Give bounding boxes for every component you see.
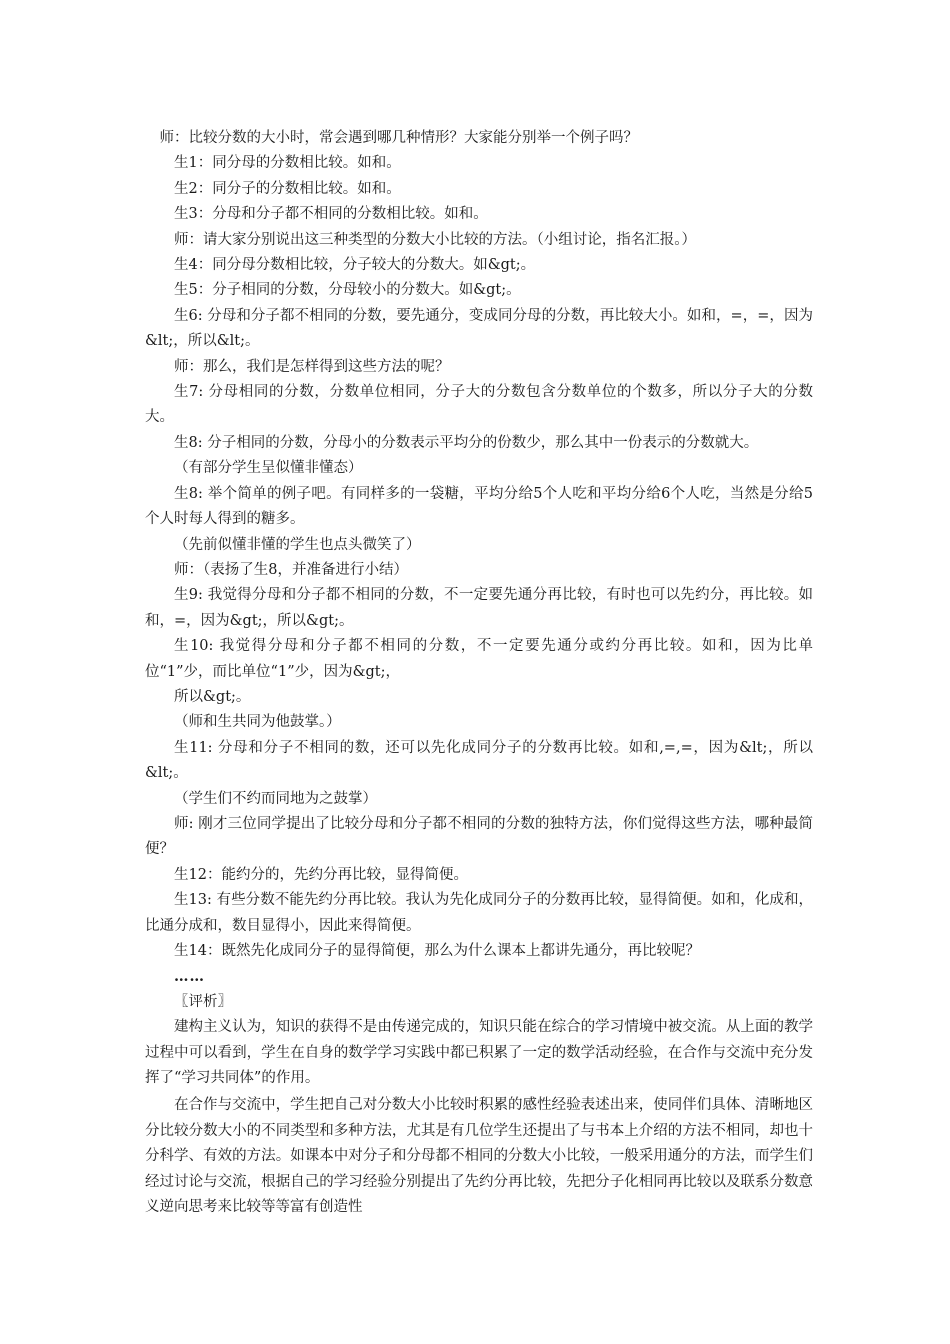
paragraph: 生7: 分母相同的分数，分数单位相同，分子大的分数包含分数单位的个数多，所以分子大的分数大。 xyxy=(145,384,813,426)
paragraph: 生1：同分母的分数相比较。如和。 xyxy=(174,155,401,172)
paragraph: 生13: 有些分数不能先约分再比较。我认为先化成同分子的分数再比较，显得简便。如和，化成和，比通分成和，数目显得小，因此来得简便。 xyxy=(145,892,813,934)
paragraph: 生10: 我觉得分母和分子都不相同的分数，不一定要先通分或约分再比较。如和，因为比单位“1”少，而比单位“1”少，因为&gt;， xyxy=(145,638,813,680)
paragraph: 师：那么，我们是怎样得到这些方法的呢？ xyxy=(174,358,450,375)
ellipsis: …… xyxy=(174,968,205,986)
paragraph: 生14：既然先化成同分子的显得简便，那么为什么课本上都讲先通分，再比较呢？ xyxy=(174,943,700,959)
paragraph: 生9: 我觉得分母和分子都不相同的分数，不一定要先通分再比较，有时也可以先约分，再比较。如和，=，因为&gt;，所以&gt;。 xyxy=(145,587,813,629)
document-body xyxy=(145,126,813,1220)
paragraph: 师：请大家分别说出这三种类型的分数大小比较的方法。（小组讨论，指名汇报。） xyxy=(174,231,696,248)
paragraph: 生2：同分子的分数相比较。如和。 xyxy=(174,180,401,197)
section-heading: 〖评析〗 xyxy=(174,993,232,1010)
paragraph: （有部分学生呈似懂非懂态） xyxy=(174,460,363,477)
paragraph: （师和生共同为他鼓掌。） xyxy=(174,714,341,731)
paragraph: 建构主义认为，知识的获得不是由传递完成的，知识只能在综合的学习情境中被交流。从上面的教学过程中可以看到，学生在自身的数学学习实践中都已积累了一定的数学活动经验，在合作与交流中充分发挥了“学习共同体”的作用。 xyxy=(145,1019,813,1087)
paragraph: 在合作与交流中，学生把自己对分数大小比较时积累的感性经验表述出来，使同伴们具体、清晰地区分比较分数大小的不同类型和多种方法，尤其是有几位学生还提出了与书本上介绍的方法不相同，却也十分科学、有效的方法。如课本中对分子和分母都不相同的分数大小比较，一般采用通分的方法，而学生们经过讨论与交流，根据自己的学习经验分别提出了先约分再比较，先把分子化相同再比较以及联系分数意义逆向思考来比较等等富有创造性 xyxy=(145,1097,813,1216)
paragraph: 生6: 分母和分子都不相同的分数，要先通分，变成同分母的分数，再比较大小。如和，=，=，因为&lt;，所以&lt;。 xyxy=(145,307,813,350)
paragraph: 师: 刚才三位同学提出了比较分母和分子都不相同的分数的独特方法，你们觉得这些方法，哪种最简便？ xyxy=(145,815,813,858)
paragraph: 生8: 举个简单的例子吧。有同样多的一袋糖，平均分给5个人吃和平均分给6个人吃，当然是分给5个人时每人得到的糖多。 xyxy=(145,485,813,528)
paragraph: （先前似懂非懂的学生也点头微笑了） xyxy=(174,536,421,553)
paragraph: 生8: 分子相同的分数，分母小的分数表示平均分的份数少，那么其中一份表示的分数就大。 xyxy=(174,434,759,451)
paragraph: 师：（表扬了生8，并准备进行小结） xyxy=(174,561,408,578)
paragraph: （学生们不约而同地为之鼓掌） xyxy=(174,790,377,807)
paragraph: 生3：分母和分子都不相同的分数相比较。如和。 xyxy=(174,206,488,223)
paragraph: 所以&gt;。 xyxy=(174,688,251,705)
paragraph: 生11: 分母和分子不相同的数，还可以先化成同分子的分数再比较。如和,=,=，因为&lt;，所以&lt;。 xyxy=(145,739,813,782)
paragraph: 师：比较分数的大小时，常会遇到哪几种情形？大家能分别举一个例子吗？ xyxy=(159,130,638,146)
paragraph: 生5：分子相同的分数，分母较小的分数大。如&gt;。 xyxy=(174,282,521,299)
paragraph: 生12：能约分的，先约分再比较，显得简便。 xyxy=(174,866,468,883)
paragraph: 生4：同分母分数相比较，分子较大的分数大。如&gt;。 xyxy=(174,257,536,274)
